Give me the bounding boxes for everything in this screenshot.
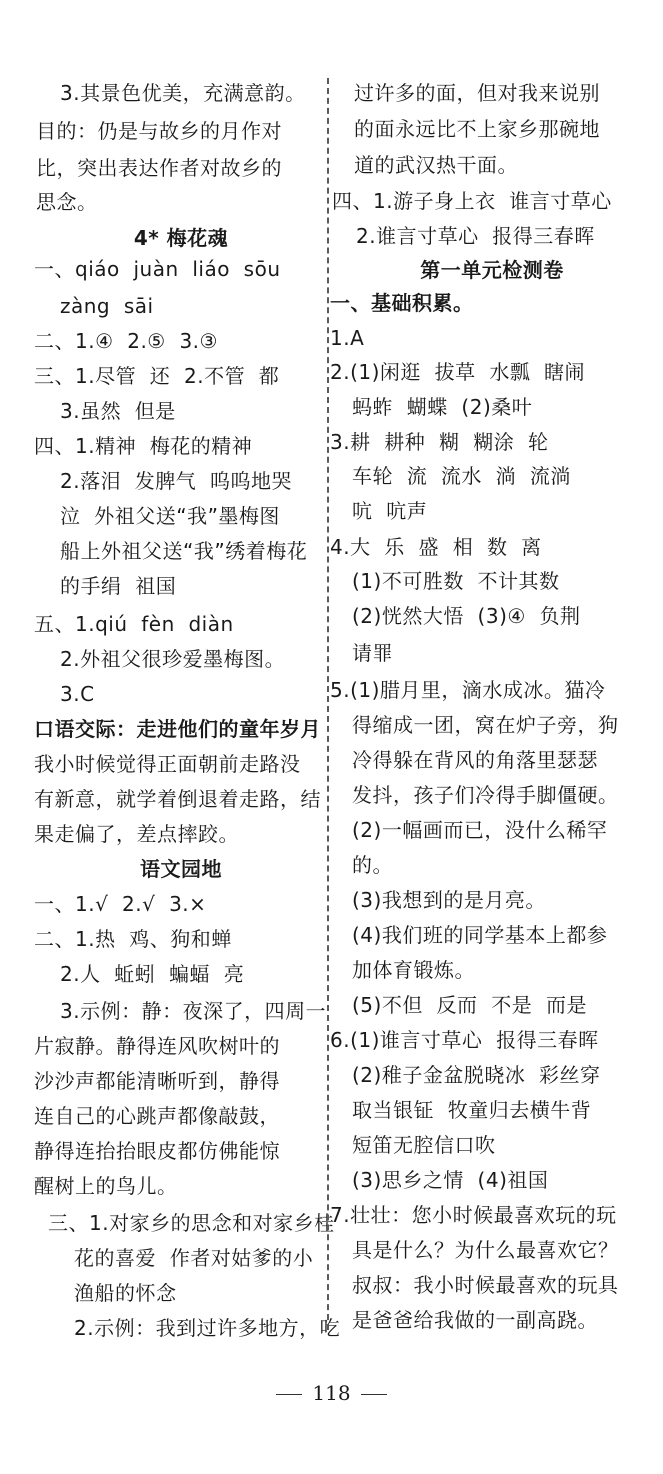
page-number-footer bbox=[0, 1380, 663, 1406]
lesson-title: 4* 梅花魂 bbox=[133, 226, 229, 250]
text-line: 一、1.√ 2.√ 3.× bbox=[34, 892, 207, 916]
text-line: 的面永远比不上家乡那碗地 bbox=[354, 117, 600, 141]
text-line: 渔船的怀念 bbox=[74, 1281, 177, 1305]
text-line: 片寂静。静得连风吹树叶的 bbox=[34, 1034, 280, 1058]
text-line: 泣 外祖父送“我”墨梅图 bbox=[60, 504, 280, 528]
text-line: 沙沙声都能清晰听到，静得 bbox=[34, 1069, 280, 1093]
text-line: 船上外祖父送“我”绣着梅花 bbox=[60, 539, 308, 563]
text-line: 3.C bbox=[60, 682, 95, 706]
text-line: (3)思乡之情 (4)祖国 bbox=[352, 1168, 549, 1192]
text-line: 是爸爸给我做的一副高跷。 bbox=[352, 1308, 598, 1332]
text-line: 的。 bbox=[352, 853, 393, 877]
text-line: 三、1.尽管 还 2.不管 都 bbox=[34, 364, 280, 388]
section-heading: 口语交际：走进他们的童年岁月 bbox=[34, 717, 321, 741]
text-line: 2.外祖父很珍爱墨梅图。 bbox=[60, 647, 286, 671]
text-line: 1.A bbox=[330, 326, 365, 350]
text-line: 一、qiáo juàn liáo sōu bbox=[34, 257, 281, 281]
text-line: (4)我们班的同学基本上都参 bbox=[352, 923, 608, 947]
text-line: 2.落泪 发脾气 呜呜地哭 bbox=[60, 469, 293, 493]
text-line: 醒树上的鸟儿。 bbox=[34, 1174, 178, 1198]
text-line: (2)一幅画而已，没什么稀罕 bbox=[352, 818, 608, 842]
text-line: (5)不但 反而 不是 而是 bbox=[352, 993, 587, 1017]
text-line: 2.示例：我到过许多地方，吃 bbox=[74, 1316, 341, 1340]
text-line: 叔叔：我小时候最喜欢的玩具 bbox=[352, 1273, 619, 1297]
text-line: 比，突出表达作者对故乡的 bbox=[36, 156, 282, 180]
text-line: 3.虽然 但是 bbox=[60, 399, 176, 423]
text-line: 道的武汉热干面。 bbox=[354, 153, 518, 177]
text-line: 车轮 流 流水 淌 流淌 bbox=[352, 464, 571, 488]
text-line: 目的：仍是与故乡的月作对 bbox=[36, 119, 282, 143]
footer-dash-right bbox=[361, 1394, 387, 1395]
text-line: 请罪 bbox=[352, 641, 393, 665]
text-line: 花的喜爱 作者对姑爹的小 bbox=[74, 1246, 314, 1270]
text-line: 3.其景色优美，充满意韵。 bbox=[60, 81, 306, 105]
text-line: 五、1.qiú fèn diàn bbox=[34, 612, 234, 636]
text-line: 7.壮壮：您小时候最喜欢玩的玩 bbox=[330, 1203, 617, 1227]
page-number: 118 bbox=[312, 1381, 351, 1405]
section-heading: 一、基础积累。 bbox=[330, 291, 474, 315]
text-line: 取当银钲 牧童归去横牛背 bbox=[352, 1098, 592, 1122]
section-title: 语文园地 bbox=[140, 857, 222, 881]
text-line: (3)我想到的是月亮。 bbox=[352, 888, 546, 912]
text-line: 冷得躲在背风的角落里瑟瑟 bbox=[352, 748, 598, 772]
text-line: 思念。 bbox=[36, 190, 98, 214]
text-line: 3.耕 耕种 糊 糊涂 轮 bbox=[330, 430, 549, 454]
text-line: 加体育锻炼。 bbox=[352, 958, 475, 982]
text-line: 果走偏了，差点摔跤。 bbox=[34, 822, 239, 846]
text-line: 短笛无腔信口吹 bbox=[352, 1133, 496, 1157]
text-line: 静得连抬抬眼皮都仿佛能惊 bbox=[34, 1139, 280, 1163]
text-line: 6.(1)谁言寸草心 报得三春晖 bbox=[330, 1028, 599, 1052]
footer-dash-left bbox=[276, 1394, 302, 1395]
text-line: 有新意，就学着倒退着走路，结 bbox=[34, 787, 321, 811]
text-line: 2.谁言寸草心 报得三春晖 bbox=[356, 224, 595, 248]
text-line: 3.示例：静：夜深了，四周一 bbox=[60, 999, 327, 1023]
text-line: 蚂蚱 蝴蝶 (2)桑叶 bbox=[352, 395, 533, 419]
text-line: 我小时候觉得正面朝前走路没 bbox=[34, 752, 301, 776]
text-line: 吭 吭声 bbox=[352, 499, 428, 523]
text-line: 二、1.④ 2.⑤ 3.③ bbox=[34, 329, 218, 353]
text-line: (2)恍然大悟 (3)④ 负荆 bbox=[352, 604, 581, 628]
text-line: 四、1.精神 梅花的精神 bbox=[34, 434, 253, 458]
text-line: 三、1.对家乡的思念和对家乡桂 bbox=[48, 1211, 335, 1235]
text-line: 二、1.热 鸡、狗和蝉 bbox=[34, 927, 232, 951]
text-line: 得缩成一团，窝在炉子旁，狗 bbox=[352, 713, 619, 737]
text-line: 的手绢 祖国 bbox=[60, 574, 177, 598]
text-line: (1)不可胜数 不计其数 bbox=[352, 569, 560, 593]
text-line: zàng sāi bbox=[60, 294, 154, 318]
text-line: 4.大 乐 盛 相 数 离 bbox=[330, 535, 542, 559]
text-line: 具是什么？为什么最喜欢它？ bbox=[352, 1238, 619, 1262]
text-line: 过许多的面，但对我来说别 bbox=[354, 81, 600, 105]
text-line: 四、1.游子身上衣 谁言寸草心 bbox=[332, 189, 612, 213]
text-line: 发抖，孩子们冷得手脚僵硬。 bbox=[352, 783, 619, 807]
text-line: (2)稚子金盆脱晓冰 彩丝穿 bbox=[352, 1063, 601, 1087]
test-title: 第一单元检测卷 bbox=[420, 258, 564, 282]
text-line: 2.人 蚯蚓 蝙蝠 亮 bbox=[60, 962, 245, 986]
text-line: 2.(1)闲逛 拔草 水瓢 瞎闹 bbox=[330, 360, 586, 384]
column-divider bbox=[327, 78, 329, 1330]
text-line: 5.(1)腊月里，滴水成冰。猫冷 bbox=[330, 678, 606, 702]
text-line: 连自己的心跳声都像敲鼓， bbox=[34, 1104, 280, 1128]
